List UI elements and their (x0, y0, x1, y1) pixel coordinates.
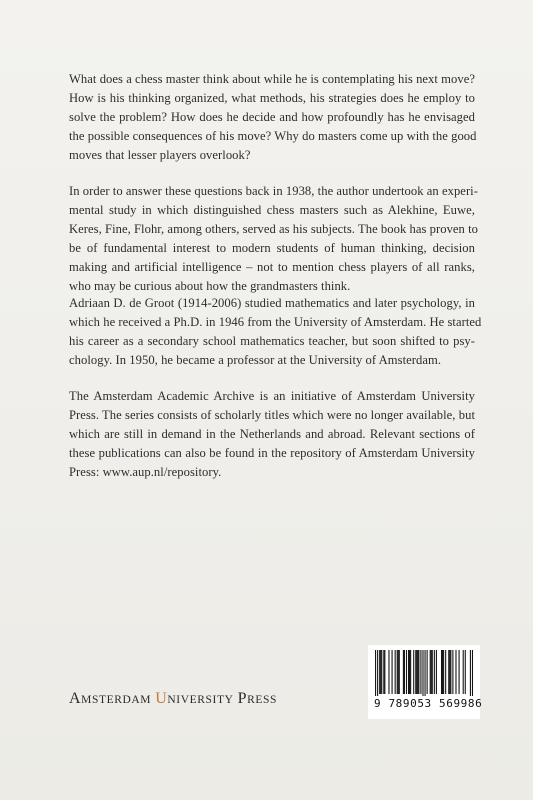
barcode-bar (432, 650, 433, 694)
barcode-bar (452, 650, 453, 694)
barcode-bar (450, 650, 451, 694)
barcode-bar (445, 650, 446, 694)
barcode-bar (375, 650, 376, 696)
author-bio-paragraph (69, 294, 482, 370)
barcode-bar (427, 650, 428, 694)
text-line: Keres, Fine, Flohr, among others, served as his subjects. The book has proven to (69, 222, 478, 236)
barcode-bar (388, 650, 389, 694)
barcode-bar (406, 650, 407, 694)
barcode-bar (470, 650, 471, 696)
barcode-bar (448, 650, 449, 694)
barcode-bar (455, 650, 456, 694)
barcode-bar (417, 650, 418, 694)
barcode-bar (398, 650, 399, 694)
publisher-word-university: NIVERSITY (167, 694, 234, 706)
barcode-bar (422, 650, 423, 696)
text-line: Press. The series consists of scholarly titles which were no longer available, but (69, 408, 475, 422)
description-paragraph-1 (69, 70, 475, 165)
text-line: Press: www.aup.nl/repository. (69, 465, 222, 479)
barcode-bar (397, 650, 398, 694)
barcode-bar (465, 650, 466, 694)
text-line: moves that lesser players overlook? (69, 148, 251, 162)
publisher-word-press: RESS (247, 694, 277, 706)
barcode-bar (442, 650, 443, 694)
barcode-bar (420, 650, 421, 694)
barcode-bar (413, 650, 414, 694)
text-line: chology. In 1950, he became a professor at the University of Amsterdam. (69, 353, 442, 367)
barcode-bar (403, 650, 404, 694)
barcode-bar (409, 650, 410, 694)
barcode-number: 9 789053 569986 (374, 697, 483, 710)
text-line: who may be curious about how the grandmasters think. (69, 279, 351, 293)
text-line: solve the problem? How does he decide and how profoundly has he envisaged (69, 110, 475, 124)
text-line: In order to answer these questions back in 1938, the author undertook an experi- (69, 184, 478, 198)
text-line: which are still in demand in the Netherlands and abroad. Relevant sections of (69, 427, 475, 441)
text-line: What does a chess master think about while he is contemplating his next move? (69, 72, 475, 86)
barcode-bar (415, 650, 416, 694)
text-line: the possible consequences of his move? Why do masters come up with the good (69, 129, 477, 143)
barcode-bar (380, 650, 381, 694)
text-line: these publications can also be found in the repository of Amsterdam University (69, 446, 475, 460)
barcode-bar (408, 650, 409, 694)
barcode-bar (441, 650, 442, 694)
barcode-bar (472, 650, 473, 696)
barcode-bar (463, 650, 464, 694)
barcode-bar (443, 650, 444, 694)
barcode-bar (381, 650, 382, 694)
barcode-bar (425, 650, 426, 696)
publisher-initial-a: A (69, 690, 82, 707)
description-paragraph-2 (69, 182, 478, 296)
barcode-bar (459, 650, 460, 694)
barcode-bar (395, 650, 396, 694)
barcode-bar (384, 650, 385, 694)
barcode-bar (449, 650, 450, 694)
publisher-logo (69, 690, 277, 708)
barcode-bar (436, 650, 437, 694)
barcode-bar (430, 650, 431, 694)
publisher-initial-u: U (155, 690, 168, 707)
barcode-bar (418, 650, 419, 694)
series-info-paragraph (69, 387, 475, 482)
text-line: Adriaan D. de Groot (1914-2006) studied mathematics and later psychology, in (69, 296, 475, 310)
text-line: How is his thinking organized, what methods, his strategies does he employ to (69, 91, 475, 105)
isbn-barcode (368, 645, 483, 719)
text-line: his career as a secondary school mathematics teacher, but soon shifted to psy- (69, 334, 475, 348)
barcode-bar (431, 650, 432, 694)
barcode-bar (377, 650, 378, 696)
barcode-bar (434, 650, 435, 694)
barcode-bar (416, 650, 417, 694)
barcode-bar (404, 650, 405, 694)
barcode-bar (392, 650, 393, 694)
barcode-bar (379, 650, 380, 694)
publisher-initial-p: P (237, 690, 248, 707)
barcode-bar (410, 650, 411, 694)
text-line: making and artificial intelligence – not to mention chess players of all ranks, (69, 260, 475, 274)
text-line: The Amsterdam Academic Archive is an initiative of Amsterdam University (69, 389, 475, 403)
text-line: be of fundamental interest to modern students of human thinking, decision (69, 241, 475, 255)
text-line: mental study in which distinguished chess masters such as Alekhine, Euwe, (69, 203, 475, 217)
barcode-bar (399, 650, 400, 694)
barcode-bar (383, 650, 384, 694)
text-line: which he received a Ph.D. in 1946 from the University of Amsterdam. He started (69, 315, 482, 329)
publisher-word-amsterdam: MSTERDAM (81, 694, 152, 706)
barcode-bars (374, 650, 474, 696)
